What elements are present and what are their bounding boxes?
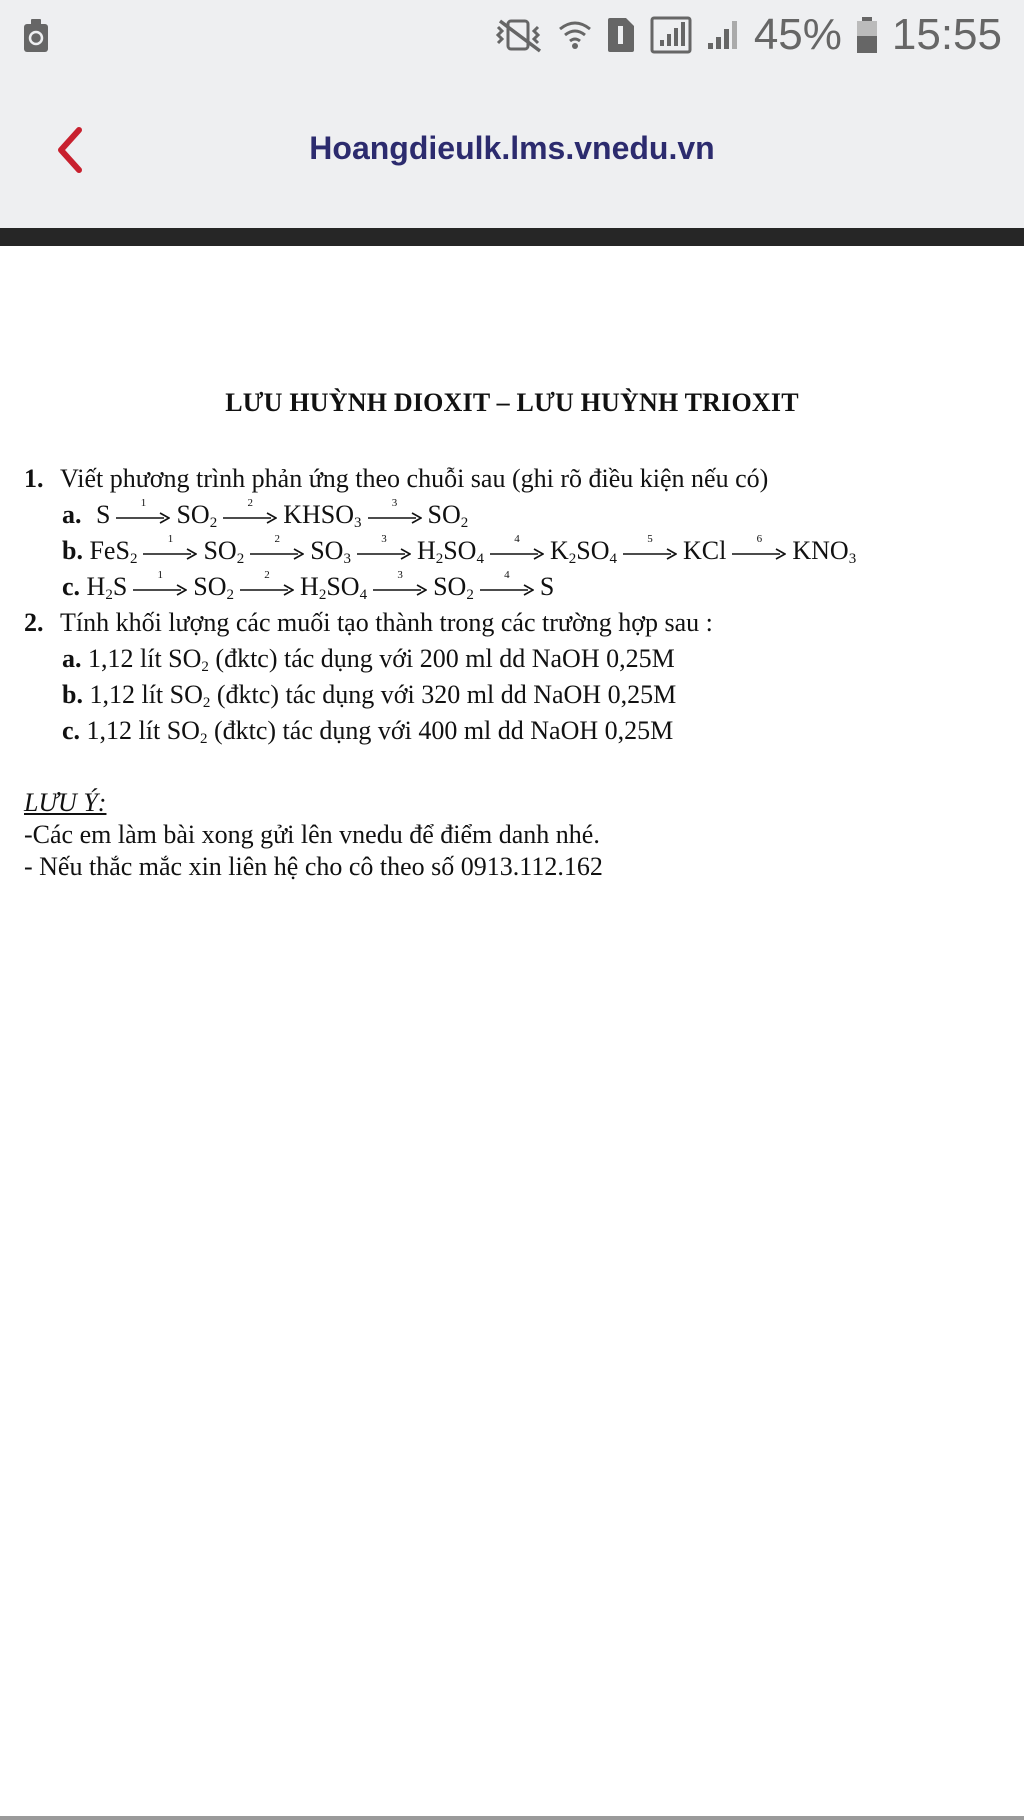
chem-formula: $SO_2$ <box>433 572 474 603</box>
question-text: Viết phương trình phản ứng theo chuỗi sau (ghi rõ điều kiện nếu có) <box>60 464 769 493</box>
page-bottom-edge <box>0 1816 1024 1820</box>
note-line-2: - Nếu thắc mắc xin liên hệ cho cô theo số 0913.112.162 <box>24 852 603 881</box>
reaction-arrow: 3 <box>373 582 427 596</box>
reaction-arrow: 6 <box>732 546 786 560</box>
chem-formula: $H_2SO_4$ <box>300 572 368 603</box>
app-bar <box>0 72 1024 228</box>
reaction-arrow: 3 <box>368 510 422 524</box>
item-label: c. <box>62 716 81 745</box>
battery-percent: 45% <box>753 10 842 59</box>
chem-formula: $H_2S$ <box>86 572 128 603</box>
item-label: c. <box>62 572 81 601</box>
wifi-icon <box>558 17 592 53</box>
chem-formula: $SO_2$ <box>427 500 469 531</box>
item-label: b. <box>62 536 83 565</box>
chem-formula: $H_2SO_4$ <box>416 536 484 567</box>
reaction-chain-c <box>62 569 555 603</box>
note-title: LƯU Ý: <box>24 788 107 817</box>
reaction-chain-a <box>62 497 469 531</box>
document-viewer[interactable] <box>0 246 1024 1820</box>
reaction-chain-b <box>62 533 857 567</box>
question-text: Tính khối lượng các muối tạo thành trong các trường hợp sau : <box>60 608 713 637</box>
chem-formula: S <box>96 500 111 529</box>
chem-formula: $SO_2$ <box>193 572 235 603</box>
reaction-arrow: 3 <box>357 546 411 560</box>
item-text: 2 <box>202 695 211 711</box>
question-2 <box>24 608 713 638</box>
chem-formula: $SO_2$ <box>176 500 218 531</box>
question-1 <box>24 464 768 494</box>
question-2-item-c <box>62 716 673 746</box>
chem-formula: S <box>539 572 555 601</box>
item-text: 1,12 lít SO <box>86 716 200 745</box>
item-label: b. <box>62 680 83 709</box>
item-label: a. <box>62 500 82 529</box>
chem-formula: $KHSO_3$ <box>283 500 362 531</box>
clock-time: 15:55 <box>891 10 1002 59</box>
document-title: LƯU HUỲNH DIOXIT – LƯU HUỲNH TRIOXIT <box>225 388 799 417</box>
sim-1-icon <box>606 16 636 54</box>
chem-formula: $SO_3$ <box>310 536 351 567</box>
item-text: (đktc) tác dụng với 400 ml dd NaOH 0,25M <box>207 716 674 745</box>
item-text: (đktc) tác dụng với 200 ml dd NaOH 0,25M <box>208 644 675 673</box>
note-line-1: -Các em làm bài xong gửi lên vnedu để điểm danh nhé. <box>24 820 600 849</box>
reaction-arrow: 4 <box>480 582 534 596</box>
item-text: (đktc) tác dụng với 320 ml dd NaOH 0,25M <box>210 680 677 709</box>
reaction-arrow: 1 <box>116 510 170 524</box>
vibrate-mute-icon <box>494 17 544 53</box>
recycle-notification-icon <box>22 18 50 59</box>
question-2-item-b <box>62 680 676 710</box>
question-number: 2. <box>24 608 44 637</box>
chem-formula: KCl <box>683 536 727 565</box>
reaction-arrow: 5 <box>623 546 677 560</box>
status-bar <box>0 0 1024 72</box>
reaction-arrow: 4 <box>490 546 544 560</box>
signal-sim1-icon <box>650 16 692 54</box>
item-text: 1,12 lít SO <box>88 644 202 673</box>
item-text: 2 <box>199 731 208 747</box>
chem-formula: $K_2SO_4$ <box>549 536 617 567</box>
chem-formula: $KNO_3$ <box>792 536 857 567</box>
reaction-arrow: 1 <box>133 582 187 596</box>
battery-icon <box>856 16 878 54</box>
signal-sim2-icon <box>706 17 740 53</box>
item-text: 1,12 lít SO <box>89 680 203 709</box>
toolbar-divider <box>0 228 1024 246</box>
chem-formula: $SO_2$ <box>203 536 245 567</box>
page-url-title: Hoangdieulk.lms.vnedu.vn <box>309 130 715 166</box>
question-2-item-a <box>62 644 675 674</box>
reaction-arrow: 2 <box>250 546 304 560</box>
item-text: 2 <box>201 659 209 675</box>
reaction-arrow: 1 <box>143 546 197 560</box>
question-number: 1. <box>24 464 44 493</box>
reaction-arrow: 2 <box>240 582 294 596</box>
item-label: a. <box>62 644 82 673</box>
reaction-arrow: 2 <box>223 510 277 524</box>
chem-formula: FeS$_2$ <box>89 536 138 567</box>
